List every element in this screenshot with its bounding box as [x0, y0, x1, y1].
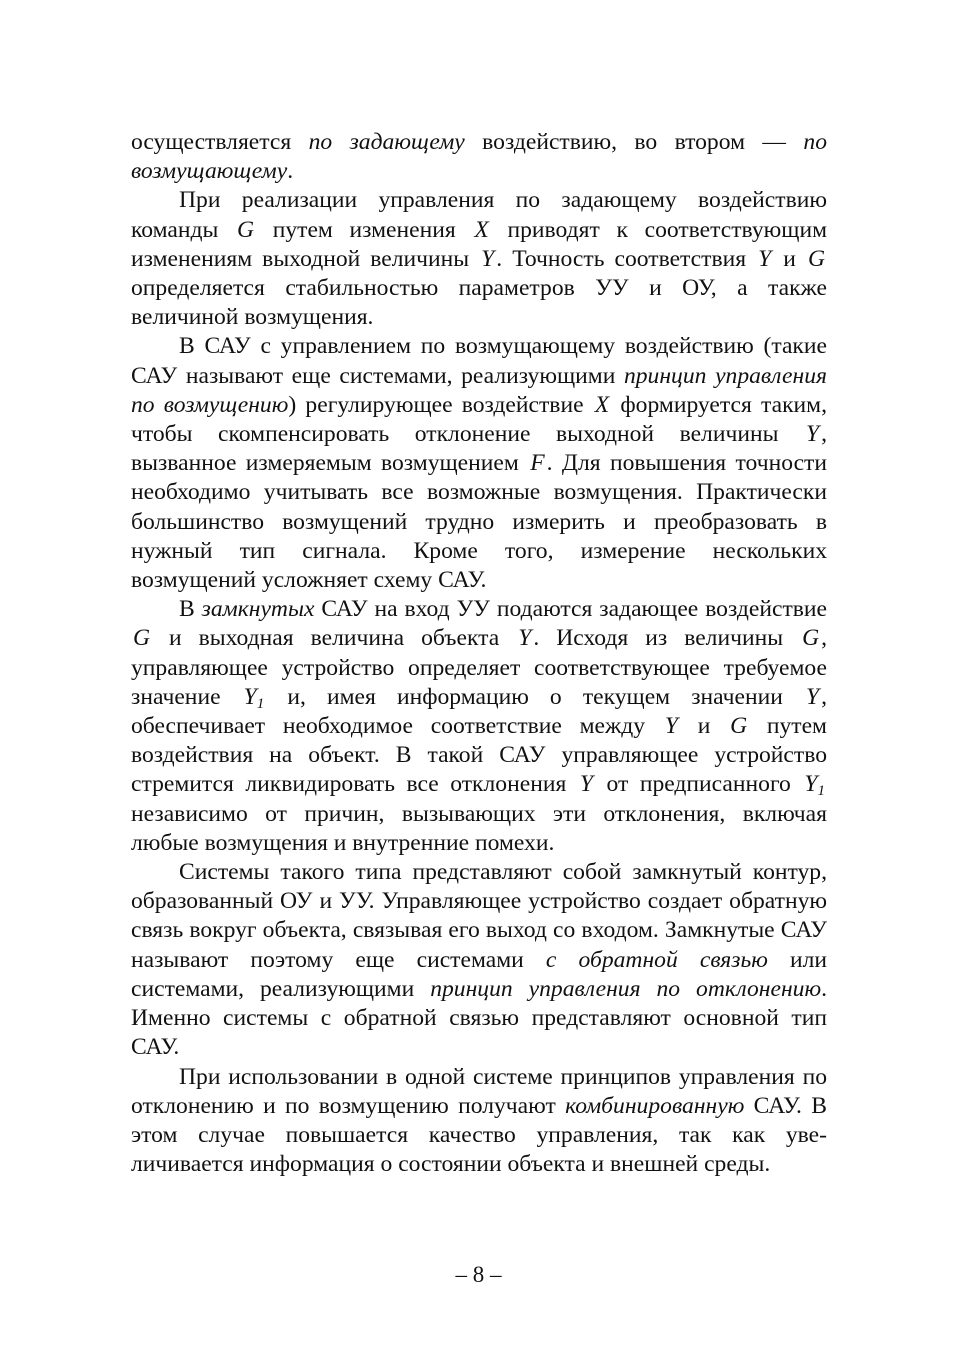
text-run: Системы такого типа представляют собой замкнутый контур, образованный ОУ и УУ. Управляющее устройство создает обратную связь вокруг объекта, связывая его выход со входом. Замкнутые САУ называют поэтому еще системами: [131, 859, 827, 973]
text-run: .: [287, 158, 294, 185]
math-variable: Y: [518, 625, 532, 652]
variable-subscript: 1: [817, 783, 825, 800]
text-run: и, имея информацию о текущем значении: [266, 683, 804, 710]
body-text: [131, 128, 827, 1179]
italic-term: комбинированную: [565, 1092, 745, 1119]
italic-term: принцип управления по возмущению: [131, 362, 827, 418]
text-run: ) регулирующее воздействие: [288, 391, 593, 418]
italic-term: принцип управления по отклонению: [430, 975, 822, 1002]
paragraph-2: [131, 186, 827, 332]
math-variable: [242, 684, 267, 710]
text-run: и выходная величина объекта: [152, 625, 517, 652]
math-variable: X: [474, 216, 489, 243]
math-variable: G: [730, 713, 748, 740]
math-variable: G: [133, 625, 151, 652]
text-run: САУ. В этом случае повышается качество управления, так как увеличивается информация о состоянии объекта и внешней среды.: [131, 1092, 827, 1178]
text-run: и: [679, 713, 729, 740]
text-run: . Именно системы с обратной связью представляют основной тип САУ.: [131, 975, 827, 1061]
math-variable: Y: [805, 421, 820, 448]
text-run: При реализации управления по задающему воздействию команды: [131, 187, 827, 243]
math-variable: G: [237, 216, 255, 243]
text-run: независимо от причин, вызывающих эти отклонения, включая любые возмущения и внутренние помехи.: [131, 800, 827, 856]
math-variable: Y: [481, 245, 495, 272]
math-variable: Y: [758, 245, 772, 272]
math-variable: G: [802, 625, 820, 652]
math-variable: Y: [579, 771, 593, 798]
text-run: приводят к соответствующим изменениям выходной величины: [131, 216, 827, 272]
math-variable: X: [594, 391, 610, 418]
text-run: воздействию, во втором —: [464, 129, 804, 155]
paragraph-3: [131, 332, 827, 595]
variable-subscript: 1: [256, 695, 265, 712]
text-run: . Точность соответствия: [496, 245, 757, 272]
italic-term: по возмущающему: [131, 129, 827, 185]
variable-letter: Y: [243, 683, 257, 710]
math-variable: [802, 771, 827, 800]
text-run: , обеспечивает необходимое соответствие между: [131, 683, 828, 740]
page-number: – 8 –: [455, 1262, 502, 1287]
text-run: от предписанного: [594, 771, 803, 798]
paragraph-5: [131, 858, 827, 1062]
text-run: При использовании в одной системе принципов управления по отклонению и по возмущению получают: [131, 1063, 827, 1119]
text-run: САУ на вход УУ подаются задающее воздействие: [314, 596, 827, 623]
text-run: и: [773, 245, 806, 272]
paragraph-1: [131, 128, 827, 186]
italic-term: замкнутых: [201, 596, 315, 623]
text-run: определяется стабильностью параметров УУ и ОУ, а также величиной возмущения.: [131, 275, 827, 331]
text-run: или системами, реализующими: [131, 946, 828, 1002]
text-run: осуществляется: [131, 129, 309, 155]
italic-term: с обратной связью: [545, 946, 768, 973]
text-run: формируется таким, чтобы скомпенсировать отклонение выходной величины: [131, 391, 828, 448]
math-variable: F: [530, 450, 545, 477]
text-run: путем воздействия на объект. В такой САУ управляющее устройство стремится ликвидировать все отклонения: [131, 713, 827, 798]
text-run: В: [179, 596, 202, 623]
variable-letter: Y: [804, 771, 818, 798]
math-variable: Y: [805, 683, 820, 710]
paragraph-6: [131, 1063, 827, 1180]
math-variable: Y: [664, 713, 678, 740]
text-run: . Для повышения точности необходимо учитывать все возможные возмущения. Практически большинство возмущений трудно измерить и преобразовать в нужный тип сигнала. Кроме того, измерение нескольких возмущений усложняет схему САУ.: [131, 450, 827, 594]
math-variable: G: [807, 245, 825, 272]
text-run: путем изменения: [256, 216, 473, 243]
text-run: . Исходя из величины: [533, 625, 801, 652]
paragraph-4: [131, 595, 827, 858]
italic-term: по задающему: [308, 129, 465, 155]
text-run: , управляющее устройство определяет соответствующее требуемое значение: [131, 625, 828, 710]
text-run: , вызванное измеряемым возмущением: [131, 421, 827, 477]
text-run: В САУ с управлением по возмущающему воздействию (такие САУ называют еще системами, реализующими: [131, 333, 827, 389]
